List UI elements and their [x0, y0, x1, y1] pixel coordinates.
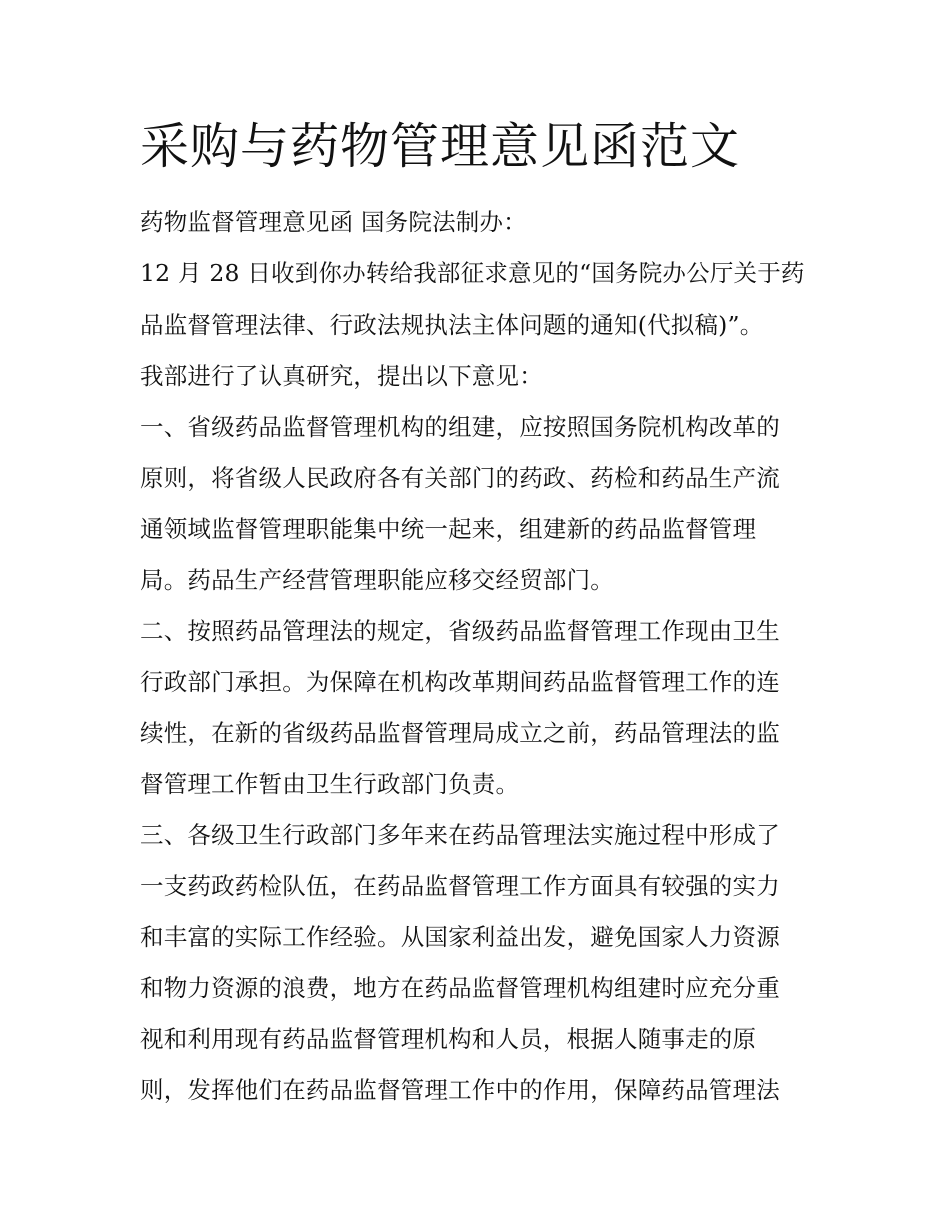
text-line: 督管理工作暂由卫生行政部门负责。	[140, 770, 520, 798]
text-line: 和丰富的实际工作经验。从国家利益出发，避免国家人力资源	[140, 923, 780, 951]
text-line: 视和利用现有药品监督管理机构和人员，根据人随事走的原	[140, 1025, 757, 1053]
text-line-item-3: 三、各级卫生行政部门多年来在药品管理法实施过程中形成了	[140, 821, 780, 849]
text-line: 12 月 28 日收到你办转给我部征求意见的“国务院办公厅关于药	[140, 259, 805, 287]
text-line-item-1: 一、省级药品监督管理机构的组建，应按照国务院机构改革的	[140, 413, 780, 441]
text-line: 和物力资源的浪费，地方在药品监督管理机构组建时应充分重	[140, 974, 780, 1002]
text-line: 品监督管理法律、行政法规执法主体问题的通知(代拟稿)”。	[140, 311, 764, 339]
text-line: 则，发挥他们在药品监督管理工作中的作用，保障药品管理法	[140, 1076, 780, 1104]
text-line: 续性，在新的省级药品监督管理局成立之前，药品管理法的监	[140, 719, 780, 747]
text-line-item-2: 二、按照药品管理法的规定，省级药品监督管理工作现由卫生	[140, 617, 780, 645]
text-line: 原则，将省级人民政府各有关部门的药政、药检和药品生产流	[140, 464, 780, 492]
text-line: 一支药政药检队伍，在药品监督管理工作方面具有较强的实力	[140, 872, 780, 900]
text-line: 我部进行了认真研究，提出以下意见：	[140, 362, 543, 390]
text-line: 通领域监督管理职能集中统一起来，组建新的药品监督管理	[140, 515, 757, 543]
text-line: 局。药品生产经营管理职能应移交经贸部门。	[140, 566, 614, 594]
text-line-salutation: 药物监督管理意见函 国务院法制办：	[140, 208, 527, 236]
document-title: 采购与药物管理意见函范文	[140, 118, 741, 175]
text-line: 行政部门承担。为保障在机构改革期间药品监督管理工作的连	[140, 668, 780, 696]
